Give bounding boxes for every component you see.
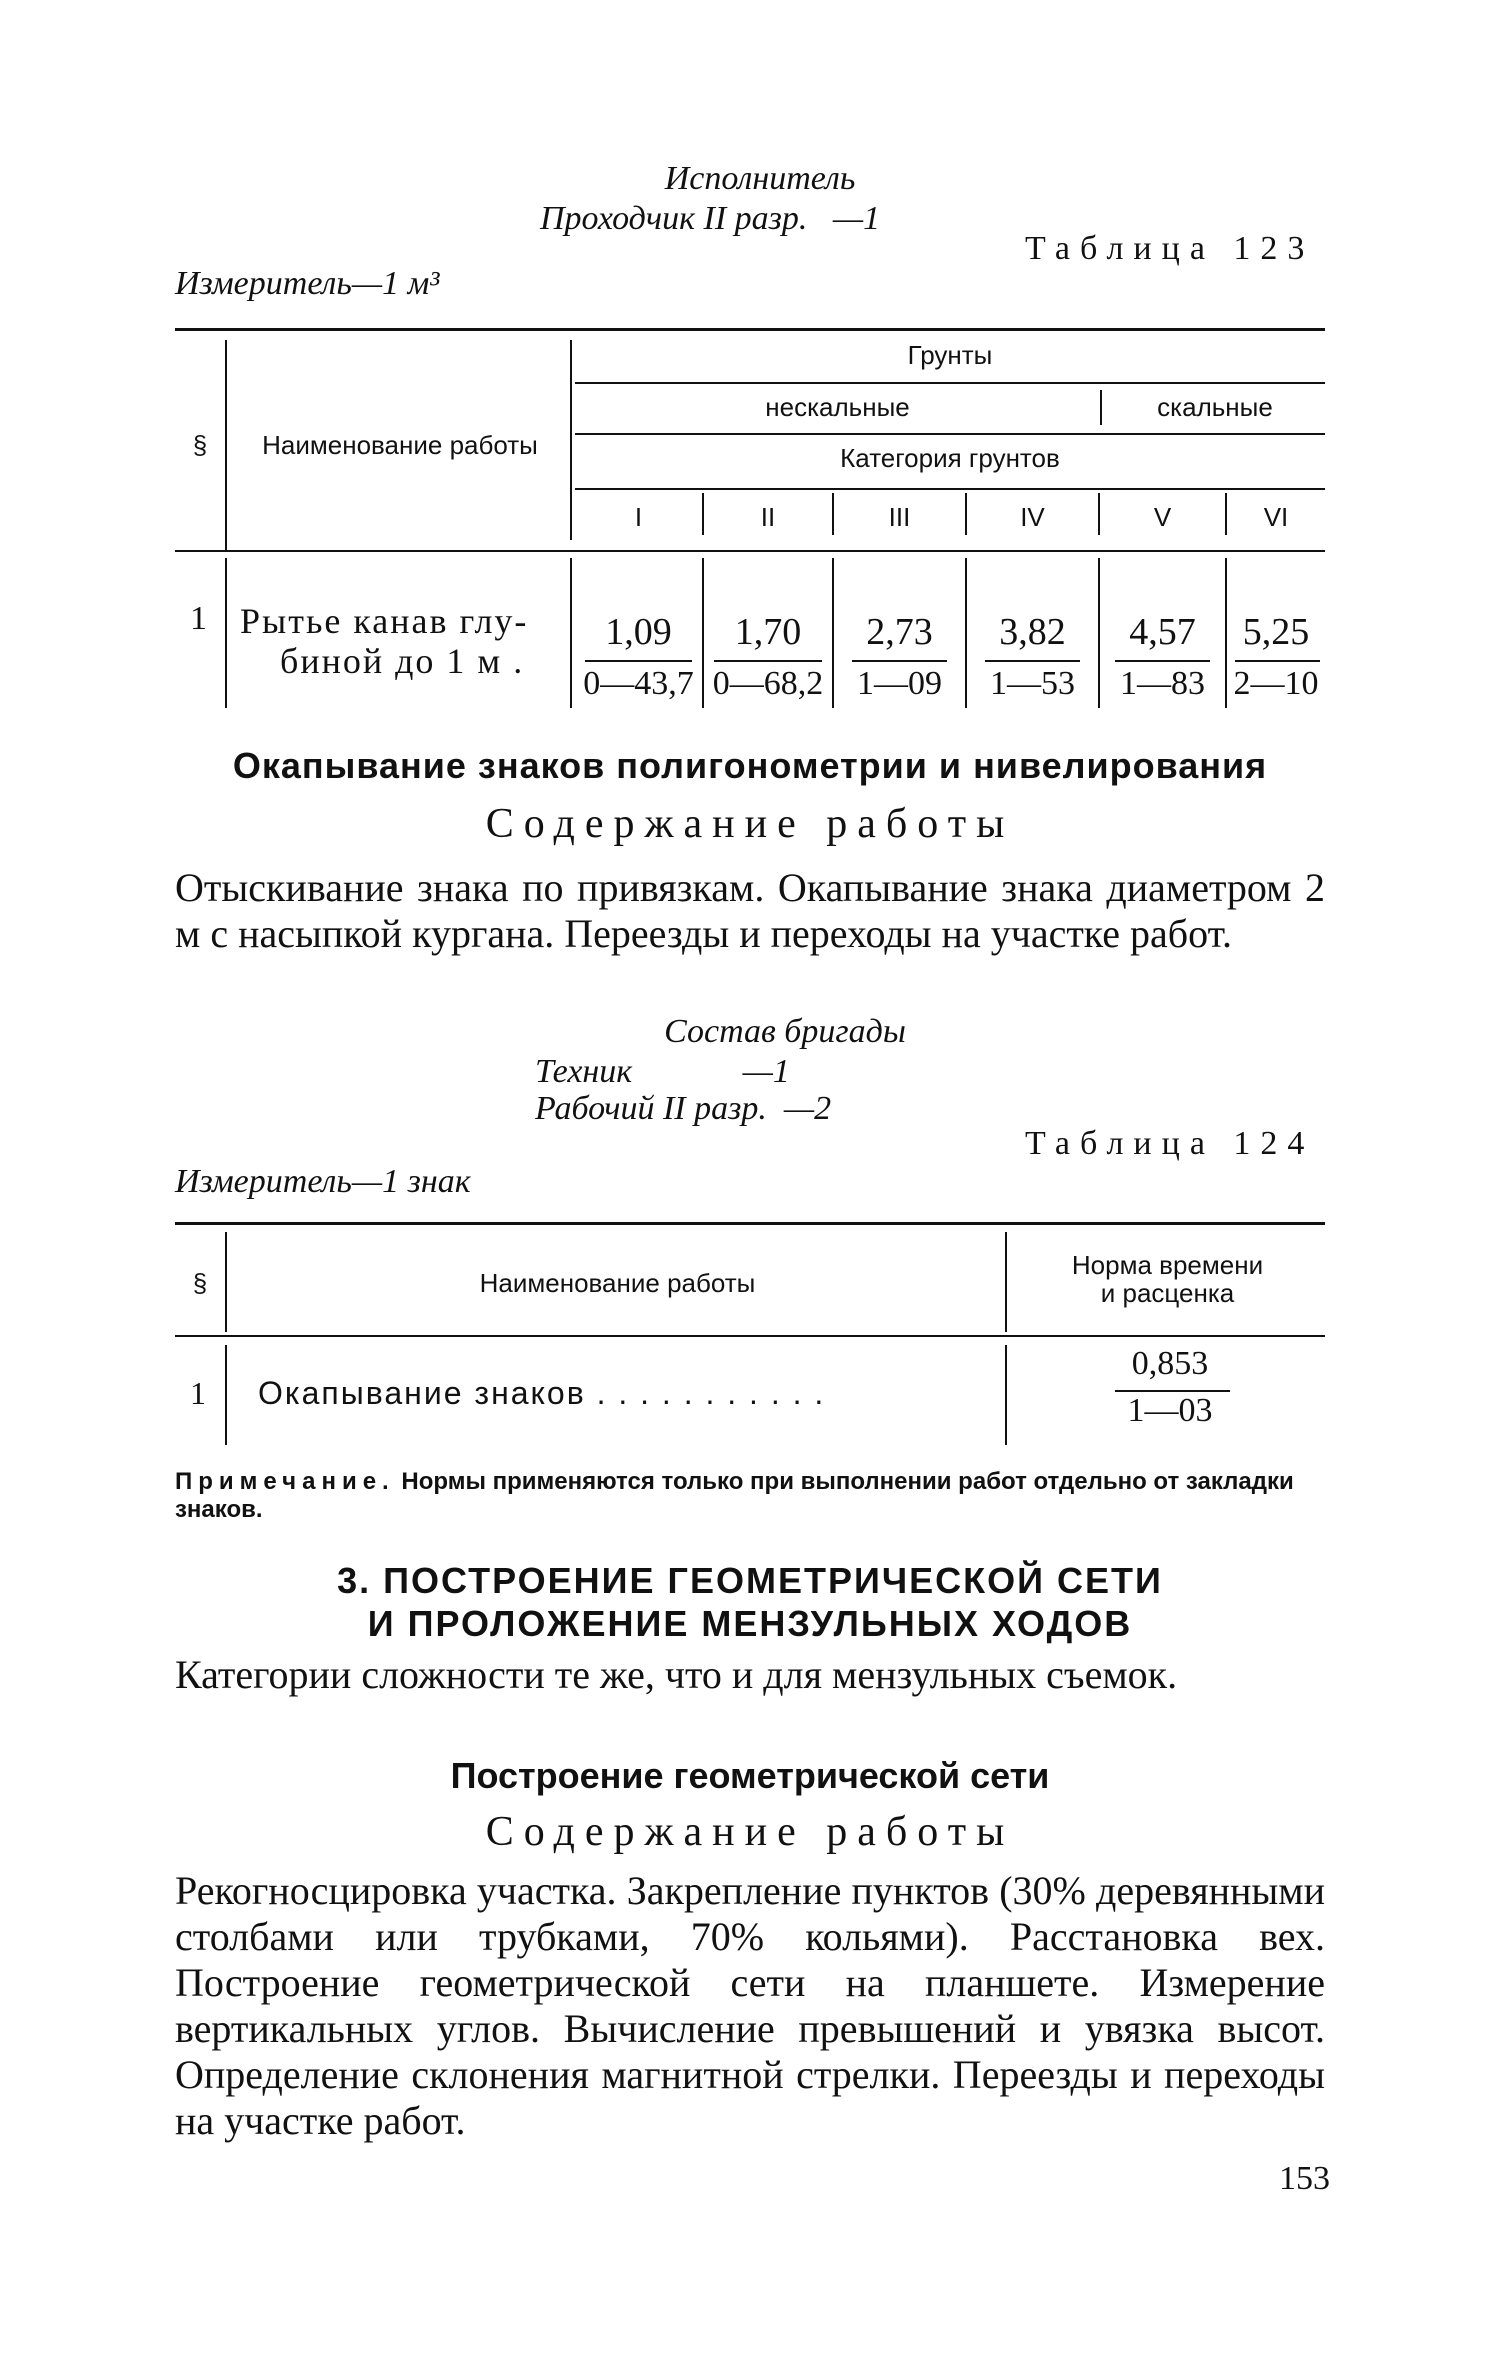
table-caption: Таблица 124 bbox=[1025, 1125, 1315, 1162]
cat-header-1: I bbox=[634, 502, 643, 532]
section-text: Рекогносцировка участка. Закрепление пунктов (30% деревянными столбами или трубками, 70% кольями). Расстановка вех. Построение геометрической сети на планшете. Измерение вертикальных углов. Вычисление превышений и увязка высот. Определение склонения магнитной стрелки. Переезды и переходы на участке работ. bbox=[175, 1868, 1325, 2143]
crew-title: Исполнитель bbox=[664, 160, 856, 197]
price-value: 1—03 bbox=[1127, 1392, 1213, 1429]
col-header-nonrock: нескальные bbox=[765, 392, 910, 422]
norm-value: 1,70 bbox=[734, 611, 802, 653]
price-value: 0—68,2 bbox=[712, 665, 824, 702]
price-value: 1—53 bbox=[990, 665, 1075, 702]
crew-member-2: Рабочий II разр. —2 bbox=[535, 1090, 832, 1127]
price-value: 1—83 bbox=[1120, 665, 1205, 702]
col-header-price: и расценка bbox=[1100, 1278, 1235, 1308]
row-name-line1: Рытье канав глу- bbox=[240, 601, 529, 641]
table-caption: Таблица 123 bbox=[1025, 230, 1315, 267]
norm-value: 3,82 bbox=[999, 611, 1066, 653]
section-text: Категории сложности те же, что и для мензульных съемок. bbox=[175, 1652, 1178, 1697]
section-subheading: Содержание работы bbox=[485, 801, 1015, 847]
col-header-name: Наименование работы bbox=[479, 1268, 756, 1298]
norm-value: 0,853 bbox=[1131, 1345, 1209, 1382]
price-value: 1—09 bbox=[857, 665, 942, 702]
col-header-num: § bbox=[192, 1268, 208, 1298]
col-header-rock: скальные bbox=[1157, 392, 1273, 422]
crew-member-1: Проходчик II разр. —1 bbox=[540, 200, 881, 237]
col-header-norm: Норма времени bbox=[1071, 1250, 1264, 1280]
table-unit: Измеритель—1 знак bbox=[175, 1163, 471, 1200]
col-header-soils: Грунты bbox=[907, 340, 993, 370]
cat-header-6: VI bbox=[1263, 502, 1289, 532]
cat-header-3: III bbox=[888, 502, 911, 532]
section-heading: И ПРОЛОЖЕНИЕ МЕНЗУЛЬНЫХ ХОДОВ bbox=[367, 1603, 1133, 1644]
section-text: Отыскивание знака по привязкам. Окапывание знака диаметром 2 м с насыпкой кургана. Переезды и переходы на участке работ. bbox=[175, 865, 1325, 956]
norm-value: 5,25 bbox=[1242, 611, 1310, 653]
norm-value: 2,73 bbox=[866, 611, 933, 653]
col-header-category: Категория грунтов bbox=[840, 443, 1060, 473]
table-note bbox=[175, 1468, 1325, 1524]
row-name-line2: биной до 1 м . bbox=[280, 641, 525, 681]
crew-title: Состав бригады bbox=[664, 1013, 906, 1050]
cat-header-5: V bbox=[1153, 502, 1172, 532]
col-header-num: § bbox=[192, 430, 208, 460]
table-unit: Измеритель—1 м³ bbox=[175, 265, 440, 302]
col-header-name: Наименование работы bbox=[262, 430, 538, 460]
norm-value: 4,57 bbox=[1129, 611, 1196, 653]
section-subheading: Содержание работы bbox=[485, 1809, 1015, 1855]
row-num: 1 bbox=[190, 1375, 206, 1411]
norm-value: 1,09 bbox=[605, 611, 672, 653]
cat-header-2: II bbox=[760, 502, 776, 532]
note-text: Нормы применяются только при выполнении работ отдельно от закладки знаков. bbox=[175, 1468, 1294, 1523]
price-value: 2—10 bbox=[1233, 665, 1319, 702]
note-label: Примечание. bbox=[175, 1468, 395, 1495]
page-number: 153 bbox=[1279, 2160, 1330, 2197]
crew-member-1: Техник —1 bbox=[535, 1053, 790, 1090]
section-heading: Окапывание знаков полигонометрии и нивелирования bbox=[232, 745, 1268, 786]
cat-header-4: IV bbox=[1020, 502, 1045, 532]
section-heading: 3. ПОСТРОЕНИЕ ГЕОМЕТРИЧЕСКОЙ СЕТИ bbox=[337, 1560, 1163, 1601]
row-num: 1 bbox=[190, 600, 207, 637]
section-heading: Построение геометрической сети bbox=[450, 1755, 1050, 1796]
row-name: Окапывание знаков . . . . . . . . . . . bbox=[258, 1375, 826, 1411]
price-value: 0—43,7 bbox=[583, 665, 694, 702]
